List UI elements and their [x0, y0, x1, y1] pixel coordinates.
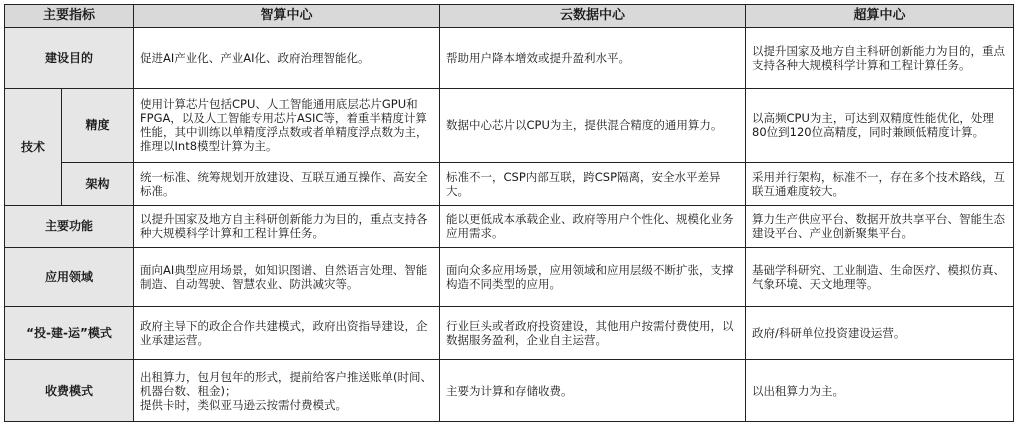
comparison-table	[4, 4, 1014, 422]
charging-intelligent: 出租算力，包月包年的形式，提前给客户推送账单(时间、机器台数、租金)； 提供卡时，类似亚马逊云按需付费模式。	[134, 360, 440, 422]
purpose-super: 以提升国家及地方自主科研创新能力为目的，重点支持各种大规模科学计算和工程计算任务。	[746, 27, 1014, 88]
purpose-intelligent: 促进AI产业化、产业AI化、政府治理智能化。	[134, 27, 440, 88]
architecture-super: 采用并行架构，标准不一，存在多个技术路线，互联互通难度较大。	[746, 162, 1014, 205]
function-super: 算力生产供应平台、数据开放共享平台、智能生态建设平台、产业创新聚集平台。	[746, 206, 1014, 247]
application-cloud: 面向众多应用场景，应用领域和应用层级不断扩张，支撑构造不同类型的应用。	[440, 247, 746, 307]
header-row	[5, 5, 1014, 28]
table-row-charging	[5, 360, 1014, 422]
row-sublabel-precision: 精度	[62, 88, 134, 162]
application-intelligent: 面向AI典型应用场景，如知识图谱、自然语言处理、智能制造、自动驾驶、智慧农业、防洪减灾等。	[134, 247, 440, 307]
charging-cloud: 主要为计算和存储收费。	[440, 360, 746, 422]
precision-cloud: 数据中心芯片以CPU为主，提供混合精度的通用算力。	[440, 88, 746, 162]
header-dimension: 主要指标	[5, 5, 134, 28]
table-row-application	[5, 247, 1014, 307]
row-label-charging: 收费模式	[5, 360, 134, 422]
application-super: 基础学科研究、工业制造、生命医疗、模拟仿真、气象环境、天文地理等。	[746, 247, 1014, 307]
table-row-tech-architecture	[5, 162, 1014, 205]
function-intelligent: 以提升国家及地方自主科研创新能力为目的，重点支持各种大规模科学计算和工程计算任务。	[134, 206, 440, 247]
table-row-model	[5, 307, 1014, 360]
architecture-intelligent: 统一标准、统筹规划开放建设、互联互通互操作、高安全标准。	[134, 162, 440, 205]
precision-intelligent: 使用计算芯片包括CPU、人工智能通用底层芯片GPU和FPGA，以及人工智能专用芯片ASIC等，着重半精度计算性能，其中训练以单精度浮点数或者单精度浮点数为主，推理以Int8模型计算为主。	[134, 88, 440, 162]
model-intelligent: 政府主导下的政企合作共建模式，政府出资指导建设，企业承建运营。	[134, 307, 440, 360]
table-row-tech-precision	[5, 88, 1014, 162]
row-label-application: 应用领域	[5, 247, 134, 307]
model-super: 政府/科研单位投资建设运营。	[746, 307, 1014, 360]
row-label-function: 主要功能	[5, 206, 134, 247]
architecture-cloud: 标准不一，CSP内部互联，跨CSP隔离，安全水平差异大。	[440, 162, 746, 205]
row-label-model: “投-建-运”模式	[5, 307, 134, 360]
header-cloud-data-center: 云数据中心	[440, 5, 746, 28]
row-label-purpose: 建设目的	[5, 27, 134, 88]
row-sublabel-architecture: 架构	[62, 162, 134, 205]
precision-super: 以高频CPU为主，可达到双精度性能优化，处理80位到120位高精度，同时兼顾低精度计算。	[746, 88, 1014, 162]
function-cloud: 能以更低成本承载企业、政府等用户个性化、规模化业务应用需求。	[440, 206, 746, 247]
charging-super: 以出租算力为主。	[746, 360, 1014, 422]
row-label-tech: 技术	[5, 88, 62, 206]
table-row-purpose	[5, 27, 1014, 88]
purpose-cloud: 帮助用户降本增效或提升盈利水平。	[440, 27, 746, 88]
table-row-function	[5, 206, 1014, 247]
header-supercomputing-center: 超算中心	[746, 5, 1014, 28]
header-intelligent-computing-center: 智算中心	[134, 5, 440, 28]
model-cloud: 行业巨头或者政府投资建设，其他用户按需付费使用，以数据服务盈利，企业自主运营。	[440, 307, 746, 360]
